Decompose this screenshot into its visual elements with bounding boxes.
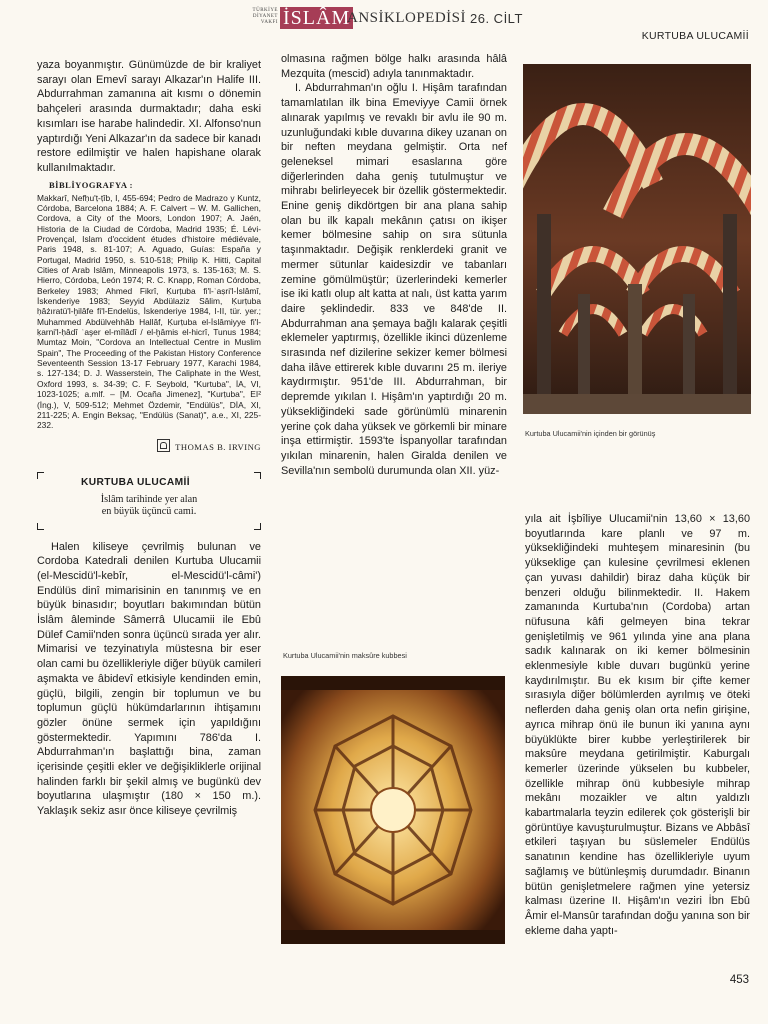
author-mark-icon bbox=[157, 439, 170, 452]
intro-paragraph: yaza boyanmıştır. Günümüzde de bir kraliyet sarayı olan Emevî sarayı Alkazar'ın Halife III. Abdurrahman zamanına ait kısmı o dönemin bahçeleri arasında durmaktadır; daha eski kısımları ise harabe halindedir. XI. Alfonso'nun yaptırdığı Yeni Alkazar'ın da sadece bir kanadı restore edilmiştir ve halen hapishane olarak kullanılmaktadır. bbox=[37, 59, 261, 174]
publisher-line: VAKFI bbox=[260, 20, 278, 25]
column-middle bbox=[281, 52, 507, 478]
column-left bbox=[37, 58, 261, 819]
corner-mark bbox=[254, 472, 261, 479]
publisher-line: DİYANET bbox=[252, 14, 278, 19]
subtitle-line: İslâm tarihinde yer alan bbox=[100, 493, 198, 505]
subtitle-line: en büyük üçüncü cami. bbox=[101, 506, 197, 518]
corner-mark bbox=[254, 523, 261, 530]
mosque-interior-photo bbox=[523, 64, 751, 414]
masthead bbox=[232, 7, 542, 29]
column-right bbox=[525, 512, 750, 938]
publisher-line: TÜRKİYE bbox=[252, 8, 278, 13]
article-body-paragraph: Halen kiliseye çevrilmiş bulunan ve Cordoba Katedrali denilen Kurtuba Ulucamii (el-Mescidü'l-kebîr, el-Mescidü'l-câmi') Endülüs dinî mimarisinin en tanınmış ve en büyük binasıdır; boyutları bakımından bütün İslâm âleminde Sâmerrâ Ulucamii ile Ebû Dülef Camii'nden sonra üçüncü sırada yer alır. Mimarisi ve tezyinatıyla müstesna bir eser olan cami bu özellikleriyle diğer büyük camileri aşmakta ve âbidevî etkisiyle kendinden emin, güçlü, bilgili, zengin bir toplumun ve bu toplumun güçlü hükümdarlarının ihtişamını gözler önüne sermek için yapıldığını göstermektedir. Yapımını 786'da I. Abdurrahman'ın başlattığı bina, zaman içerisinde çeşitli ekler ve değişikliklerle orijinal halinden farklı bir şekil almış ve bugünkü dev boyutlarına ulaşmıştır (180 × 150 m.). Yaklaşık sekiz asır önce kiliseye çevrilmiş bbox=[37, 540, 261, 818]
volume-label: 26. CİLT bbox=[470, 11, 523, 26]
masthead-title-highlight: İSLÂM bbox=[280, 7, 353, 29]
paragraph: yıla ait İşbîliye Ulucamii'nin 13,60 × 13,60 boyutlarında kare planlı ve 97 m. yüksekliğindeki muhteşem minaresinin (bu yükseklige çan kulesine çevrilmesi eklenen çan yuvası dahildir) biraz daha küçük bir benzeri olduğu bilinmektedir. II. Hakem zamanında Kurtuba'nın (Cordoba) artan nüfusuna kâfi gelmeyen bina tekrar genişletilmiş ve 961 yılında yine ana plana sadık kalınarak on iki kemer bölmesinin eklenmesiyle kıble duvarı bugünkü yerine kaydırılmıştır. Bu ek kısım bir çifte kemer sırasıyla diğer bölümlerden ayrılmış ve öteki neflerden daha geniş olan orta nefin girişine, ayrıca mihrap önü ile bunun iki yanına aynı büyüklükte birer kubbe yerleştirilerek bir maksûre meydana getirilmiştir. Kaburgalı kemerler üzerinde yükselen bu kubbeler, özellikle mihrap önü kubbesiyle mihrap mekânı mozaikler ve altın yaldızlı kabartmalarla teyzin edilerek çok gösterişli bir görüntüye kavuşturulmuştur. Bizans ve Abbâsî etkileri taşıyan bu süslemeler Endülüs sanatının kendine has özellikleriyle uyum sağlamış ve bütünleşmiş durumdadır. Binanın bütün genişletmelere rağmen yine yetersiz kalması üzerine II. Hişâm'ın veziri İbn Ebû Âmir el-Mansûr tarafından doğu yanına son bir ekleme daha yaptı- bbox=[525, 513, 750, 937]
paragraph: olmasına rağmen bölge halkı arasında hâlâ Mezquita (mescid) adıyla tanınmaktadır. bbox=[281, 53, 507, 80]
article-title: KURTUBA ULUCAMİİ bbox=[81, 476, 191, 488]
photo-caption: Kurtuba Ulucamii'nin içinden bir görünüş bbox=[525, 429, 656, 438]
author-signature bbox=[37, 439, 261, 452]
article-heading-box bbox=[37, 472, 261, 530]
bibliography-heading: BİBLİYOGRAFYA : bbox=[49, 179, 133, 190]
corner-mark bbox=[37, 523, 44, 530]
corner-mark bbox=[37, 472, 44, 479]
article-subtitle bbox=[37, 494, 261, 519]
page-number: 453 bbox=[729, 974, 749, 986]
bibliography-text: Makkarî, Nefḥu'ṭ-ṭîb, I, 455-694; Pedro de Madrazo y Kuntz, Córdoba, Barcelona 1884; A. F. Calvert – W. M. Gallichen, Cordova, a City of the Moors, London 1907; A. Jaén, Historia de la Ciudad de Córdoba, Madrid 1935; É. Lévi-Provençal, Islam d'occident études d'histoire médiévale, Paris 1948, s. 81-107; A. Aguado, Guías: España y Portugal, Madrid 1950, s. 510-518; Philip K. Hitti, Capital Cities of Arab Islâm, Minneapolis 1973, s. 135-163; M. S. Hierro, Córdoba, León 1974; R. C. Knapp, Roman Córdoba, Berkeley 1983; Ahmed Fikrî, Ḳurṭuba fi'l-ʿaṣri'l-İslâmî, İskenderiye 1983; Seyyid Abdülaziz Sâlim, Ḳurṭuba ḥâżıratü'l-ḫilâfe fi'l-Endelüs, İskenderiye 1984, I-II, tür. yer.; Muhammed Abdülvehhâb Hallâf, Ḳurṭuba el-İslâmiyye fi'l-ḳarni'l-ḥâdî ʿaşer el-mîlâdî / el-ḫâmis el-hicrî, Tunus 1984; Mumtaz Moin, "Cordova an Intellectual Centre in Muslim Spain", The Proceeding of the Pakistan History Conference Seventeenth Session 13-17 February 1977, Karachi 1984, s. 127-134; D. J. Wasserstein, The Caliphate in the West, Oxford 1993, s. 34-39; C. F. Seybold, "Kurtuba", İA, VI, 1023-1025; a.mlf. – [M. Ocaña Jimenez], "Kurṭuba", EI² (İng.), V, 509-512; Mehmet Özdemir, "Endülüs", DİA, XI, 211-225; A. Engin Beksaç, "Endülüs (Sanat)", a.e., XI, 225-232. bbox=[37, 192, 261, 431]
paragraph: I. Abdurrahman'ın oğlu I. Hişâm tarafından tamamlatılan ilk bina Emeviyye Camii örnek alınarak yapılmış ve revaklı bir avlu ile 90 m. uzunluğundaki kıble duvarına dikey uzanan on bir neften meydana gelmiştir. Orta nef geleneksel mimari esaslarına göre diğerlerinden daha geniş tutulmuştur ve mihrabı belirleyecek bir özellik göstermektedir. Enine geniş dikdörtgen bir ana plana sahip olan bu ilk kapalı mekânın çatısı on ikişer kemer bölmesine sahip on sıra sütunla taşınmaktadır. Değişik renklerdeki granit ve mermer sütunlar kaidesizdir ve tabanları zemine gömülmüştür; üzerlerindeki kemerler ise iki katlı olup alt katta at nalı, üst katta yarım daire şeklindedir. 833 ve 848'de II. Abdurrahman ana şemaya bağlı kalarak çeşitli eklemeler yaptırmış, özellikle ikinci düzenleme sırasında nef dizilerine sekizer kemer bölmesi daha ilâve ettirerek kıble duvarını 25 m. ileriye kaydırmıştır. 951'de III. Abdurrahman, bir depremde yıkılan I. Hişâm'ın yaptırdığı 20 m. yüksekliğindeki sade görünümlü minarenin yerine çok daha yüksek ve görkemli bir minare inşa ettirmiştir. 1593'te İspanyollar tarafından yıkılan minarenin, halen Giralda denilen ve Sevilla'nın sembolü durumunda olan XII. yüz- bbox=[281, 82, 507, 477]
photo-caption: Kurtuba Ulucamii'nin maksûre kubbesi bbox=[283, 651, 407, 660]
masthead-title: ANSİKLOPEDİSİ bbox=[347, 10, 466, 26]
running-head: KURTUBA ULUCAMİİ bbox=[641, 30, 749, 42]
publisher-logo-text bbox=[240, 8, 278, 26]
author-name: THOMAS B. IRVING bbox=[175, 441, 261, 452]
maksure-dome-photo bbox=[281, 676, 505, 944]
